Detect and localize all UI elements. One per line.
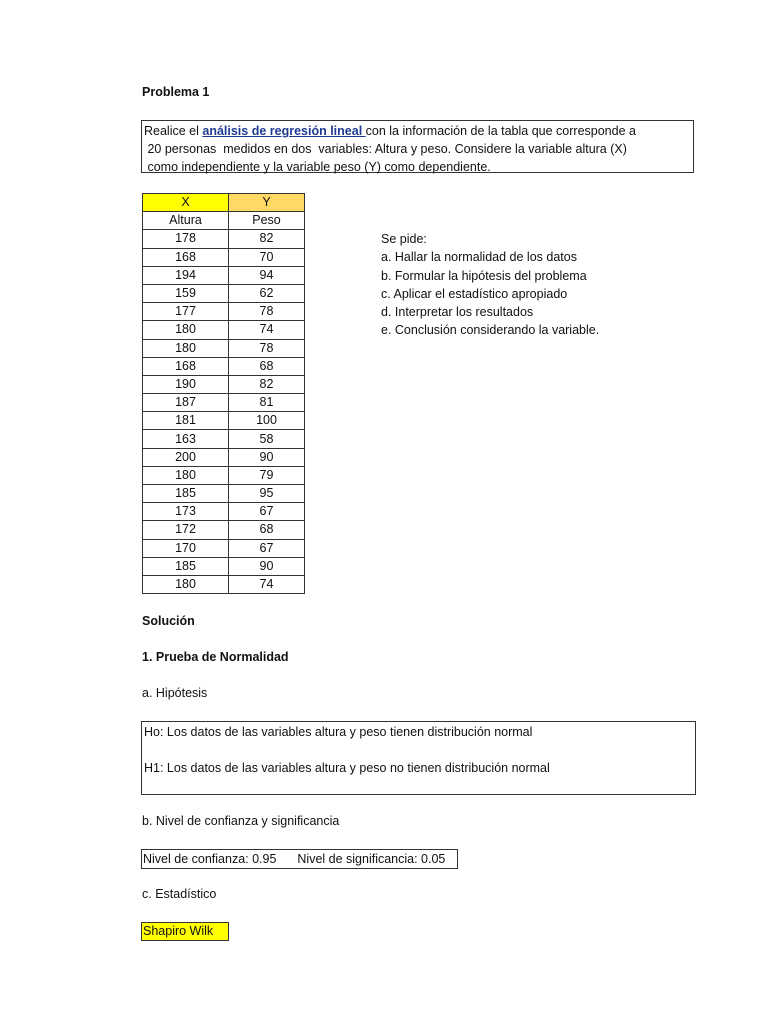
hypothesis-label: a. Hipótesis — [142, 686, 208, 700]
data-table — [142, 193, 305, 594]
statement-line-1 — [144, 122, 691, 140]
altura-cell: 173 — [143, 503, 229, 521]
peso-cell: 78 — [229, 303, 305, 321]
statistic-section-label: c. Estadístico — [142, 887, 217, 901]
peso-cell: 79 — [229, 466, 305, 484]
peso-cell: 90 — [229, 557, 305, 575]
peso-cell: 70 — [229, 248, 305, 266]
peso-cell: 82 — [229, 375, 305, 393]
table-row — [143, 485, 305, 503]
statement-line-3: como independiente y la variable peso (Y) como dependiente. — [144, 160, 491, 174]
peso-cell: 74 — [229, 575, 305, 593]
altura-cell: 200 — [143, 448, 229, 466]
tasks-list — [381, 230, 599, 340]
peso-cell: 58 — [229, 430, 305, 448]
altura-cell: 185 — [143, 485, 229, 503]
table-header-row — [143, 194, 305, 212]
label-altura: Altura — [143, 212, 229, 230]
table-row — [143, 539, 305, 557]
statistic-badge: Shapiro Wilk — [141, 922, 229, 941]
peso-cell: 94 — [229, 266, 305, 284]
altura-cell: 163 — [143, 430, 229, 448]
problem-title: Problema 1 — [142, 85, 210, 99]
hypothesis-box — [141, 721, 696, 795]
solution-title: Solución — [142, 614, 195, 628]
altura-cell: 159 — [143, 284, 229, 302]
altura-cell: 177 — [143, 303, 229, 321]
altura-cell: 168 — [143, 248, 229, 266]
significance-level: Nivel de significancia: 0.05 — [297, 852, 446, 866]
task-item: e. Conclusión considerando la variable. — [381, 323, 600, 338]
task-item: d. Interpretar los resultados — [381, 305, 534, 320]
task-item: b. Formular la hipótesis del problema — [381, 268, 587, 283]
altura-cell: 170 — [143, 539, 229, 557]
peso-cell: 82 — [229, 230, 305, 248]
statement-text-pre: Realice el — [144, 124, 203, 138]
altura-cell: 168 — [143, 357, 229, 375]
confidence-section-label: b. Nivel de confianza y significancia — [142, 814, 340, 828]
altura-cell: 194 — [143, 266, 229, 284]
altura-cell: 180 — [143, 321, 229, 339]
table-label-row — [143, 212, 305, 230]
peso-cell: 67 — [229, 503, 305, 521]
label-peso: Peso — [229, 212, 305, 230]
altura-cell: 180 — [143, 466, 229, 484]
peso-cell: 68 — [229, 521, 305, 539]
peso-cell: 100 — [229, 412, 305, 430]
table-row — [143, 575, 305, 593]
peso-cell: 95 — [229, 485, 305, 503]
altura-cell: 185 — [143, 557, 229, 575]
table-row — [143, 230, 305, 248]
altura-cell: 180 — [143, 339, 229, 357]
table-row — [143, 448, 305, 466]
table-row — [143, 248, 305, 266]
section-normality: 1. Prueba de Normalidad — [142, 650, 289, 664]
header-y: Y — [229, 194, 305, 212]
table-row — [143, 394, 305, 412]
tasks-heading: Se pide: — [381, 232, 427, 246]
statement-text-post: con la información de la tabla que corresponde a — [365, 124, 636, 138]
table-row — [143, 430, 305, 448]
altura-cell: 190 — [143, 375, 229, 393]
regression-link[interactable]: análisis de regresión lineal — [202, 124, 366, 138]
table-row — [143, 466, 305, 484]
confidence-level: Nivel de confianza: 0.95 — [143, 852, 277, 866]
table-row — [143, 321, 305, 339]
statement-line-2: 20 personas medidos en dos variables: Altura y peso. Considere la variable altura (X) — [144, 142, 627, 156]
table-row — [143, 521, 305, 539]
table-row — [143, 284, 305, 302]
problem-statement — [141, 120, 694, 173]
table-row — [143, 266, 305, 284]
table-row — [143, 303, 305, 321]
altura-cell: 180 — [143, 575, 229, 593]
peso-cell: 68 — [229, 357, 305, 375]
peso-cell: 74 — [229, 321, 305, 339]
peso-cell: 78 — [229, 339, 305, 357]
task-item: c. Aplicar el estadístico apropiado — [381, 286, 568, 301]
table-row — [143, 503, 305, 521]
altura-cell: 187 — [143, 394, 229, 412]
table-row — [143, 375, 305, 393]
peso-cell: 90 — [229, 448, 305, 466]
confidence-box — [141, 849, 458, 869]
peso-cell: 67 — [229, 539, 305, 557]
altura-cell: 181 — [143, 412, 229, 430]
table-row — [143, 339, 305, 357]
peso-cell: 62 — [229, 284, 305, 302]
task-item: a. Hallar la normalidad de los datos — [381, 250, 577, 265]
altura-cell: 178 — [143, 230, 229, 248]
altura-cell: 172 — [143, 521, 229, 539]
h1-text: H1: Los datos de las variables altura y peso no tienen distribución normal — [144, 761, 550, 775]
table-row — [143, 412, 305, 430]
table-row — [143, 357, 305, 375]
h0-text: Ho: Los datos de las variables altura y peso tienen distribución normal — [144, 725, 533, 739]
header-x: X — [143, 194, 229, 212]
peso-cell: 81 — [229, 394, 305, 412]
table-row — [143, 557, 305, 575]
